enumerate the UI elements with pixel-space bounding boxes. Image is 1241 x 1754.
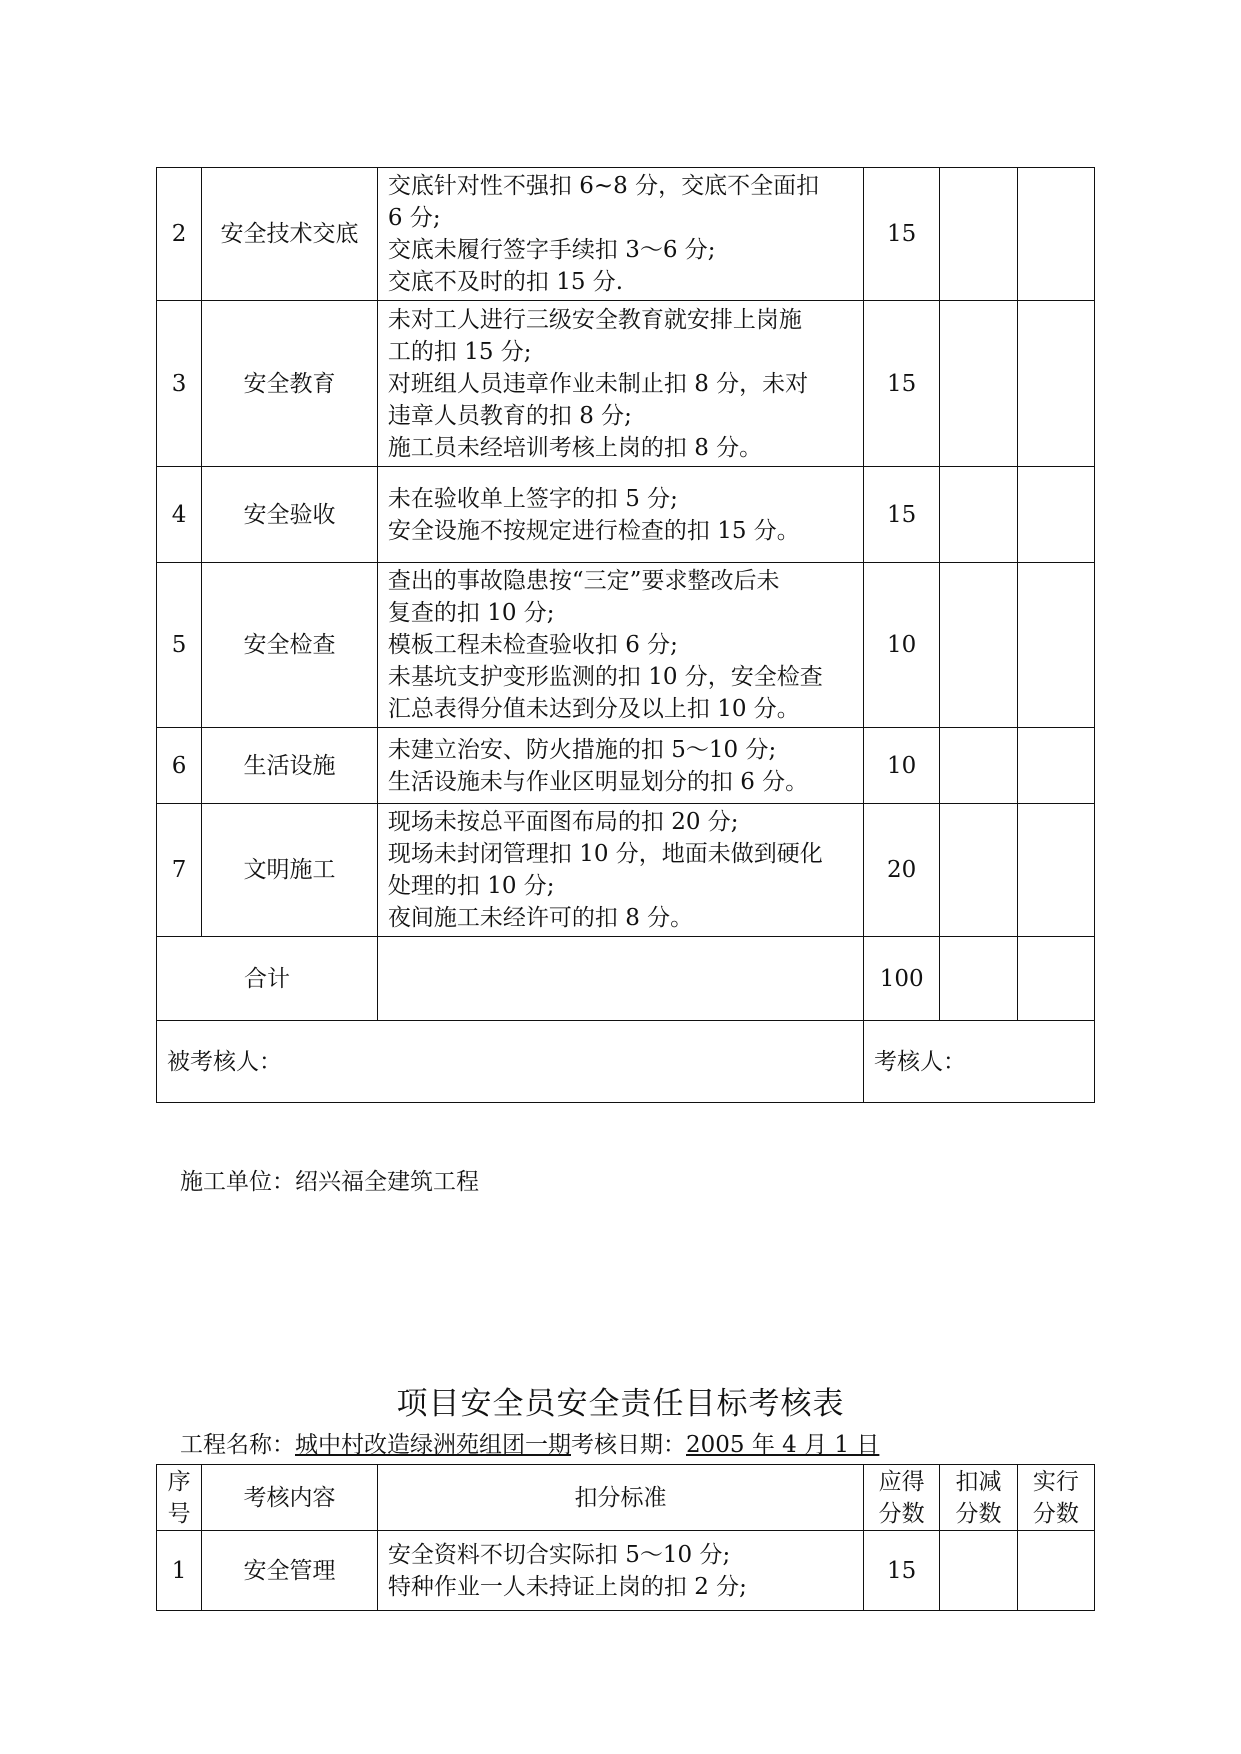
assessment-item: 文明施工: [202, 804, 378, 937]
total-actual: [1017, 937, 1094, 1021]
deduction-criteria: [377, 168, 863, 301]
row-number: 2: [157, 168, 202, 301]
criteria-line: 未建立治安、防火措施的扣 5～10 分;: [387, 736, 777, 763]
project-label: 工程名称：: [180, 1432, 295, 1458]
row-number: 4: [157, 467, 202, 563]
header-row: [157, 1465, 1095, 1531]
row-number: 7: [157, 804, 202, 937]
table-row: [157, 728, 1095, 804]
criteria-line: 施工员未经培训考核上岗的扣 8 分。: [387, 434, 763, 461]
criteria-line: 交底未履行签字手续扣 3～6 分;: [387, 237, 716, 263]
criteria-line: 交底针对性不强扣 6~8 分，交底不全面扣: [387, 173, 820, 199]
full-score: 15: [863, 1531, 939, 1611]
total-score: 100: [863, 937, 939, 1021]
criteria-line: 未在验收单上签字的扣 5 分;: [387, 485, 678, 512]
criteria-line: 6 分;: [387, 205, 441, 231]
criteria-line: 未基坑支护变形监测的扣 10 分，安全检查: [387, 664, 823, 690]
deducted-score: [940, 804, 1017, 937]
deducted-score: [940, 728, 1017, 804]
actual-score: [1017, 467, 1094, 563]
construction-unit: 施工单位：绍兴福全建筑工程: [180, 1169, 479, 1195]
deducted-score: [940, 467, 1017, 563]
table-row: [157, 467, 1095, 563]
header-item: 考核内容: [202, 1465, 378, 1531]
row-number: 5: [157, 563, 202, 728]
criteria-line: 安全资料不切合实际扣 5～10 分;: [387, 1541, 731, 1568]
deducted-score: [940, 301, 1017, 467]
project-meta: [180, 1426, 879, 1459]
criteria-line: 现场未按总平面图布局的扣 20 分;: [387, 809, 739, 835]
criteria-line: 特种作业一人未持证上岗的扣 2 分;: [387, 1573, 747, 1600]
criteria-line: 未对工人进行三级安全教育就安排上岗施: [387, 306, 802, 333]
header-no: 序 号: [157, 1465, 202, 1531]
deduction-criteria: [377, 1531, 863, 1611]
deduction-criteria: [377, 467, 863, 563]
row-number: 3: [157, 301, 202, 467]
total-row: [157, 937, 1095, 1021]
criteria-line: 夜间施工未经许可的扣 8 分。: [387, 905, 694, 931]
criteria-line: 工的扣 15 分;: [387, 338, 532, 365]
header-score: 应得 分数: [863, 1465, 939, 1531]
form-title: 项目安全员安全责任目标考核表: [396, 1386, 845, 1422]
full-score: 15: [863, 168, 939, 301]
criteria-line: 汇总表得分值未达到分及以上扣 10 分。: [387, 696, 800, 722]
deducted-score: [940, 168, 1017, 301]
table-row: [157, 563, 1095, 728]
criteria-line: 违章人员教育的扣 8 分;: [387, 402, 632, 429]
actual-score: [1017, 168, 1094, 301]
assessment-item: 安全技术交底: [202, 168, 378, 301]
criteria-line: 复查的扣 10 分;: [387, 600, 555, 626]
assessment-item: 安全验收: [202, 467, 378, 563]
signature-row: [157, 1021, 1095, 1103]
assessment-table: [156, 1464, 1095, 1611]
deduction-criteria: [377, 804, 863, 937]
full-score: 15: [863, 301, 939, 467]
full-score: 10: [863, 563, 939, 728]
header-criteria: 扣分标准: [377, 1465, 863, 1531]
header-actual: 实行 分数: [1017, 1465, 1094, 1531]
table-row: [157, 168, 1095, 301]
full-score: 10: [863, 728, 939, 804]
assessment-item: 生活设施: [202, 728, 378, 804]
assessment-date: 2005 年 4 月 1 日: [686, 1432, 880, 1458]
date-label: 考核日期：: [571, 1432, 686, 1458]
actual-score: [1017, 728, 1094, 804]
criteria-line: 处理的扣 10 分;: [387, 873, 555, 899]
actual-score: [1017, 563, 1094, 728]
header-deduct: 扣减 分数: [940, 1465, 1017, 1531]
assessor-signature: 考核人：: [863, 1021, 1094, 1103]
actual-score: [1017, 804, 1094, 937]
criteria-line: 交底不及时的扣 15 分.: [387, 269, 624, 295]
row-number: 1: [157, 1531, 202, 1611]
deduction-criteria: [377, 301, 863, 467]
total-criteria-empty: [377, 937, 863, 1021]
deducted-score: [940, 563, 1017, 728]
project-name: 城中村改造绿洲苑组团一期: [295, 1432, 571, 1458]
assessee-signature: 被考核人：: [157, 1021, 864, 1103]
criteria-line: 对班组人员违章作业未制止扣 8 分，未对: [387, 370, 809, 397]
assessment-item: 安全教育: [202, 301, 378, 467]
full-score: 20: [863, 804, 939, 937]
row-number: 6: [157, 728, 202, 804]
criteria-line: 查出的事故隐患按“三定”要求整改后未: [387, 568, 780, 594]
total-deducted: [940, 937, 1017, 1021]
deducted-score: [940, 1531, 1017, 1611]
total-label: 合计: [157, 937, 378, 1021]
deduction-criteria: [377, 728, 863, 804]
criteria-line: 模板工程未检查验收扣 6 分;: [387, 632, 678, 658]
assessment-table-continued: [156, 167, 1095, 1103]
assessment-item: 安全检查: [202, 563, 378, 728]
criteria-line: 生活设施未与作业区明显划分的扣 6 分。: [387, 768, 809, 795]
table-row: [157, 804, 1095, 937]
criteria-line: 安全设施不按规定进行检查的扣 15 分。: [387, 517, 800, 544]
actual-score: [1017, 1531, 1094, 1611]
actual-score: [1017, 301, 1094, 467]
table-row: [157, 1531, 1095, 1611]
deduction-criteria: [377, 563, 863, 728]
assessment-item: 安全管理: [202, 1531, 378, 1611]
full-score: 15: [863, 467, 939, 563]
table-row: [157, 301, 1095, 467]
criteria-line: 现场未封闭管理扣 10 分，地面未做到硬化: [387, 841, 823, 867]
